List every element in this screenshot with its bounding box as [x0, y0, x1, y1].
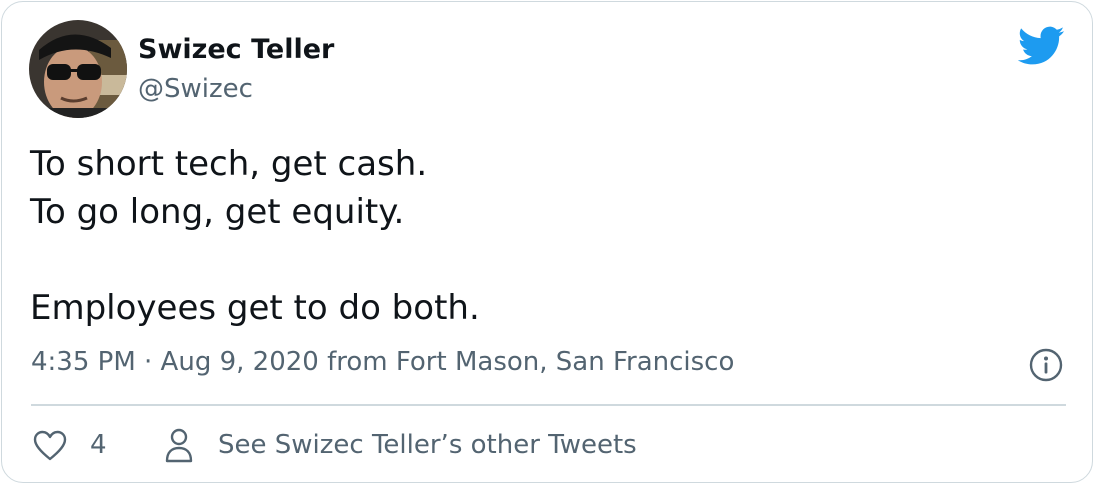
twitter-bird-icon[interactable]: [1018, 26, 1065, 66]
tweet-text-line: [30, 236, 480, 284]
tweet-timestamp-location[interactable]: 4:35 PM · Aug 9, 2020 from Fort Mason, San Francisco: [31, 347, 735, 377]
divider: [31, 404, 1066, 406]
author-display-name[interactable]: Swizec Teller: [138, 34, 335, 65]
tweet-text-line: To go long, get equity.: [30, 192, 405, 232]
tweet-text-line: To short tech, get cash.: [30, 144, 428, 184]
avatar-photo: [29, 20, 127, 118]
tweet-text-line: Employees get to do both.: [30, 288, 480, 328]
tweet-text: [30, 140, 480, 332]
see-other-tweets-link[interactable]: See Swizec Teller’s other Tweets: [218, 430, 637, 460]
avatar[interactable]: [29, 20, 127, 118]
heart-icon[interactable]: [33, 430, 67, 462]
tweet-card: [1, 1, 1093, 483]
info-icon[interactable]: [1029, 348, 1063, 382]
person-icon[interactable]: [164, 428, 194, 464]
like-count[interactable]: 4: [90, 430, 107, 460]
author-handle[interactable]: @Swizec: [138, 74, 253, 104]
